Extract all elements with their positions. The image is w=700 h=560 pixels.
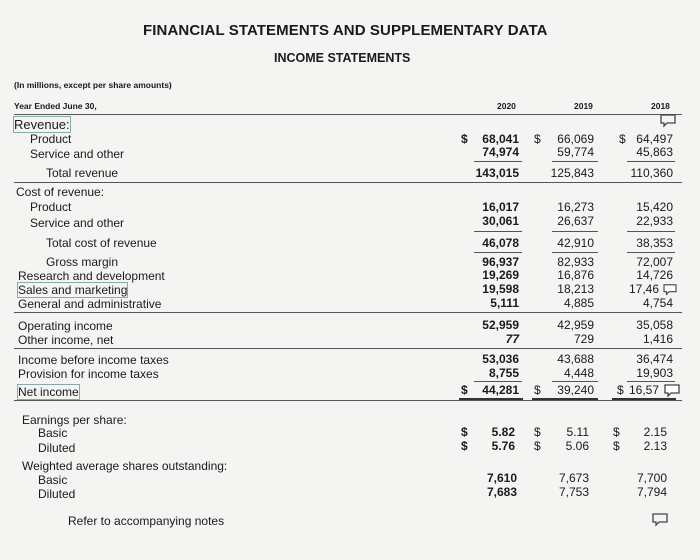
value-2018-cost-product: 15,420	[636, 200, 673, 214]
year-header-2019: 2019	[574, 101, 593, 111]
shares-basic-label: Basic	[38, 473, 68, 487]
currency-symbol: $	[613, 425, 620, 439]
value-2018-gross-margin: 72,007	[636, 255, 673, 269]
value-2020-cost-service: 30,061	[482, 214, 519, 228]
double-rule	[612, 398, 676, 400]
gross-margin-label: Gross margin	[46, 255, 119, 269]
value-2020-cost-product: 16,017	[482, 200, 519, 214]
rule	[474, 161, 522, 162]
currency-symbol: $	[461, 425, 468, 439]
header-rule	[14, 114, 682, 115]
value-2020-rnd: 19,269	[482, 268, 519, 282]
value-2019-gna: 4,885	[563, 296, 594, 310]
rule	[552, 161, 598, 162]
shares-diluted-label: Diluted	[38, 487, 76, 501]
value-2018-product: 64,497	[636, 132, 673, 146]
rule	[474, 231, 522, 232]
net-income-label[interactable]: Net income	[18, 385, 79, 399]
value-2019-gross-margin: 82,933	[557, 255, 594, 269]
value-2020-tax: 8,755	[488, 366, 519, 380]
value-2019-tax: 4,448	[563, 366, 594, 380]
value-2019-shares-basic: 7,673	[558, 471, 589, 485]
section-rule	[14, 182, 682, 183]
year-header-2020: 2020	[497, 101, 516, 111]
rule	[474, 381, 522, 382]
value-2020-total-cost: 46,078	[482, 236, 519, 250]
comment-icon[interactable]	[664, 384, 680, 398]
value-2020-other-income: 77	[505, 332, 519, 346]
rule	[627, 381, 675, 382]
comment-icon[interactable]	[663, 284, 677, 296]
value-2019-op-income: 42,959	[557, 318, 594, 332]
revenue-service-label: Service and other	[30, 147, 125, 161]
value-2019-net-income: 39,240	[557, 383, 594, 397]
value-2020-eps-diluted: 5.76	[491, 439, 515, 453]
value-2020-sales: 19,598	[482, 282, 519, 296]
value-2020-shares-diluted: 7,683	[486, 485, 517, 499]
value-2018-total-revenue: 110,360	[630, 166, 673, 180]
year-ended-label: Year Ended June 30,	[14, 101, 97, 111]
value-2020-product: 68,041	[482, 132, 519, 146]
page-subtitle: INCOME STATEMENTS	[274, 51, 411, 65]
value-2018-service: 45,863	[636, 145, 673, 159]
other-income-label: Other income, net	[18, 333, 114, 347]
value-2020-total-revenue: 143,015	[475, 166, 519, 180]
value-2018-op-income: 35,058	[636, 318, 673, 332]
value-2018-gna: 4,754	[642, 296, 673, 310]
rule	[552, 252, 598, 253]
currency-symbol: $	[534, 132, 541, 146]
value-2020-op-income: 52,959	[482, 318, 519, 332]
value-2019-pretax: 43,688	[557, 352, 594, 366]
value-2019-rnd: 16,876	[557, 268, 594, 282]
value-2020-pretax: 53,036	[482, 352, 519, 366]
rule	[552, 231, 598, 232]
value-2020-gross-margin: 96,937	[482, 255, 519, 269]
footer-note[interactable]: Refer to accompanying notes	[68, 514, 225, 528]
total-cost-label: Total cost of revenue	[46, 236, 157, 250]
value-2018-total-cost: 38,353	[636, 236, 673, 250]
value-2019-total-revenue: 125,843	[550, 166, 594, 180]
year-header-2018: 2018	[651, 101, 670, 111]
value-2019-shares-diluted: 7,753	[558, 485, 589, 499]
value-2018-eps-diluted: 2.13	[643, 439, 667, 453]
rule	[627, 252, 675, 253]
rnd-label: Research and development	[18, 269, 165, 283]
value-2018-other-income: 1,416	[642, 332, 673, 346]
page-title: FINANCIAL STATEMENTS AND SUPPLEMENTARY DATA	[143, 22, 548, 39]
eps-diluted-label: Diluted	[38, 441, 76, 455]
rule	[474, 252, 522, 253]
section-rule	[14, 400, 682, 401]
value-2018-net-income: 16,57	[628, 383, 659, 397]
value-2020-gna: 5,111	[490, 296, 519, 310]
rule	[627, 161, 675, 162]
value-2018-rnd: 14,726	[636, 268, 673, 282]
comment-icon[interactable]	[660, 114, 676, 128]
operating-income-label: Operating income	[18, 319, 113, 333]
value-2019-eps-diluted: 5.06	[565, 439, 589, 453]
value-2019-product: 66,069	[557, 132, 594, 146]
value-2020-shares-basic: 7,610	[486, 471, 517, 485]
cost-product-label: Product	[30, 200, 72, 214]
sales-marketing-label[interactable]: Sales and marketing	[18, 283, 128, 297]
value-2018-shares-basic: 7,700	[636, 471, 667, 485]
revenue-heading[interactable]: Revenue:	[14, 117, 70, 132]
value-2020-net-income: 44,281	[482, 383, 519, 397]
double-rule	[532, 398, 598, 400]
value-2019-cost-service: 26,637	[557, 214, 594, 228]
currency-symbol: $	[534, 425, 541, 439]
value-2018-tax: 19,903	[636, 366, 673, 380]
currency-symbol: $	[613, 439, 620, 453]
revenue-product-label: Product	[30, 132, 72, 146]
currency-symbol: $	[534, 383, 541, 397]
currency-symbol: $	[461, 132, 468, 146]
units-note: (In millions, except per share amounts)	[14, 80, 172, 90]
value-2019-total-cost: 42,910	[557, 236, 594, 250]
value-2019-cost-product: 16,273	[557, 200, 594, 214]
gna-label: General and administrative	[18, 297, 162, 311]
rule	[627, 231, 675, 232]
pretax-label: Income before income taxes	[18, 353, 169, 367]
currency-symbol: $	[461, 383, 468, 397]
value-2019-service: 59,774	[557, 145, 594, 159]
tax-label: Provision for income taxes	[18, 367, 159, 381]
eps-basic-label: Basic	[38, 426, 68, 440]
value-2018-eps-basic: 2.15	[643, 425, 667, 439]
cost-heading: Cost of revenue:	[16, 185, 105, 199]
double-rule	[459, 398, 523, 400]
currency-symbol: $	[617, 383, 624, 397]
rule	[552, 381, 598, 382]
value-2018-cost-service: 22,933	[636, 214, 673, 228]
cost-service-label: Service and other	[30, 216, 125, 230]
comment-icon[interactable]	[652, 513, 668, 527]
value-2018-sales: 17,46	[628, 282, 659, 296]
currency-symbol: $	[534, 439, 541, 453]
total-revenue-label: Total revenue	[46, 166, 119, 180]
value-2020-service: 74,974	[482, 145, 519, 159]
value-2018-pretax: 36,474	[636, 352, 673, 366]
section-rule	[14, 348, 682, 349]
value-2019-eps-basic: 5.11	[566, 425, 589, 439]
currency-symbol: $	[619, 132, 626, 146]
value-2020-eps-basic: 5.82	[491, 425, 515, 439]
value-2019-other-income: 729	[573, 332, 594, 346]
eps-heading: Earnings per share:	[22, 413, 127, 427]
section-rule	[14, 312, 682, 313]
value-2018-shares-diluted: 7,794	[636, 485, 667, 499]
currency-symbol: $	[461, 439, 468, 453]
value-2019-sales: 18,213	[557, 282, 594, 296]
shares-heading: Weighted average shares outstanding:	[22, 459, 228, 473]
